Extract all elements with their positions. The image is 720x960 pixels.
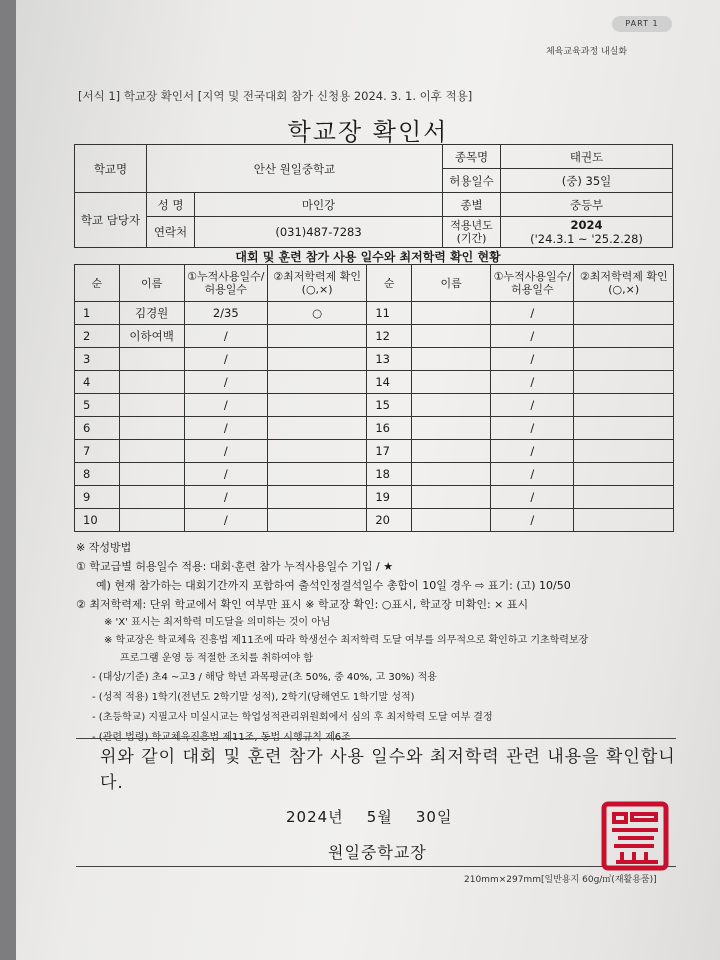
col-days-2: ①누적사용일수/ 허용일수 [491,265,574,302]
days-used: / [184,440,267,463]
date-month: 5월 [366,808,393,826]
school-info-table [74,144,673,248]
row-number: 14 [367,371,412,394]
days-used: / [491,325,574,348]
student-name [412,325,491,348]
table-row [75,302,674,325]
row-number: 20 [367,509,412,532]
detail-1: - (대상/기준) 초4 ~고3 / 해당 학년 과목평균(초 50%, 중 40%, 고 30%) 적용 [92,672,437,683]
row-number: 6 [75,417,120,440]
student-name: 김경원 [119,302,184,325]
days-used: 2/35 [184,302,267,325]
academic-check [574,463,674,486]
row-number: 18 [367,463,412,486]
academic-check [574,417,674,440]
days-used: / [491,440,574,463]
col-name: 이름 [119,265,184,302]
page-title: 학교장 확인서 [287,118,449,146]
academic-check [267,486,366,509]
academic-check [267,509,366,532]
academic-check [267,417,366,440]
date-day: 30일 [415,808,453,826]
row-number: 2 [75,325,120,348]
year-value: 2024 [570,218,603,232]
student-name [119,440,184,463]
days-used: / [184,417,267,440]
days-used: / [491,486,574,509]
table-row [75,348,674,371]
table-row [75,325,674,348]
days-used: / [184,394,267,417]
academic-check [574,348,674,371]
academic-check [574,325,674,348]
row-number: 5 [75,394,120,417]
days-used: / [491,371,574,394]
student-name [119,486,184,509]
academic-check [267,440,366,463]
academic-check [574,486,674,509]
table-row [75,417,674,440]
manager-label: 학교 담당자 [75,193,147,248]
days-used: / [491,417,574,440]
header-section-title: 체육교육과정 내실화 [546,47,628,57]
confirmation-statement: 위와 같이 대회 및 훈련 참가 사용 일수와 최저학력 관련 내용을 확인합니다. [100,747,676,793]
event-label: 종목명 [443,145,501,169]
note-1-example: 예) 현재 참가하는 대회기간까지 포함하여 출석인정결석일수 총합이 10일 경우 ⇨ 표기: (고) 10/50 [96,579,571,592]
note-2c: 프로그램 운영 등 적절한 조치를 취하여야 함 [120,653,313,664]
col-check-2: ②최저학력제 확인(○,×) [574,265,674,302]
col-num: 순 [75,265,120,302]
row-number: 7 [75,440,120,463]
academic-check [574,371,674,394]
student-name [412,509,491,532]
row-number: 4 [75,371,120,394]
row-number: 3 [75,348,120,371]
student-name: 이하여백 [119,325,184,348]
table-row [75,509,674,532]
student-name [119,348,184,371]
notes-heading: ※ 작성방법 [76,541,132,554]
participation-table [74,264,674,532]
days-used: / [491,394,574,417]
table-row [75,440,674,463]
type-value: 중등부 [501,193,673,217]
days-used: / [491,509,574,532]
student-name [412,371,491,394]
school-name: 안산 원일중학교 [147,145,443,193]
student-name [119,371,184,394]
name-label: 성 명 [147,193,195,217]
name-value: 마인강 [195,193,443,217]
date-line [286,806,452,827]
days-used: / [184,325,267,348]
days-used: / [184,509,267,532]
note-2: ② 최저학력제: 단위 학교에서 확인 여부만 표시 ※ 학교장 확인: ○표시, 학교장 미확인: × 표시 [76,598,529,611]
row-number: 11 [367,302,412,325]
detail-3: - (초등학교) 지필고사 미실시교는 학업성적관리위원회에서 심의 후 최저학력 도달 여부 결정 [92,712,493,723]
document-page [16,0,720,960]
official-seal-icon [598,800,672,872]
student-name [412,417,491,440]
col-days: ①누적사용일수/ 허용일수 [184,265,267,302]
detail-2: - (성적 적용) 1학기(전년도 2학기말 성적), 2학기(당해연도 1학기말 성적) [92,692,415,703]
table-row [75,371,674,394]
academic-check [574,440,674,463]
note-2a: ※ 'X' 표시는 최저학력 미도달을 의미하는 것이 아님 [104,617,331,628]
days-used: / [491,463,574,486]
days-used: / [184,463,267,486]
row-number: 12 [367,325,412,348]
academic-check [574,302,674,325]
divider-top [76,738,676,739]
principal-signature: 원일중학교장 [328,843,427,862]
academic-check [574,509,674,532]
table-row [75,463,674,486]
row-number: 13 [367,348,412,371]
row-number: 19 [367,486,412,509]
student-name [412,302,491,325]
days-used: / [184,348,267,371]
table-row [75,486,674,509]
student-name [412,486,491,509]
year-cell [501,217,673,248]
col-num-2: 순 [367,265,412,302]
row-number: 10 [75,509,120,532]
student-name [412,348,491,371]
days-used: / [184,486,267,509]
paper-spec: 210mm×297mm[일반용지 60g/㎡(재활용품)] [464,875,657,885]
student-name [412,440,491,463]
academic-check [574,394,674,417]
row-number: 17 [367,440,412,463]
note-2b: ※ 학교장은 학교체육 진흥법 제11조에 따라 학생선수 최저학력 도달 여부를 의무적으로 확인하고 기초학력보장 [104,635,589,646]
section-title: 대회 및 훈련 참가 사용 일수와 최저학력 확인 현황 [235,250,501,264]
days-used: / [184,371,267,394]
school-label: 학교명 [75,145,147,193]
row-number: 9 [75,486,120,509]
table-row [75,394,674,417]
academic-check [267,394,366,417]
row-number: 15 [367,394,412,417]
row-number: 16 [367,417,412,440]
academic-check [267,463,366,486]
student-name [412,394,491,417]
event-value: 태권도 [501,145,673,169]
form-number: [서식 1] 학교장 확인서 [지역 및 전국대회 참가 신청용 2024. 3. 1. 이후 적용] [78,89,473,103]
student-name [119,417,184,440]
col-name-2: 이름 [412,265,491,302]
row-number: 1 [75,302,120,325]
allowed-days-value: (중) 35일 [501,169,673,193]
col-check: ②최저학력제 확인(○,×) [267,265,366,302]
student-name [412,463,491,486]
days-used: / [491,302,574,325]
part-tag: PART 1 [612,16,672,32]
year-label: 적용년도 (기간) [443,217,501,248]
days-used: / [491,348,574,371]
contact-value: (031)487-7283 [195,217,443,248]
divider-bottom [76,866,676,867]
period-value: ('24.3.1 ~ '25.2.28) [530,232,643,246]
academic-check [267,325,366,348]
instructions [76,538,706,748]
contact-label: 연락처 [147,217,195,248]
academic-check [267,371,366,394]
type-label: 종별 [443,193,501,217]
note-1: ① 학교급별 허용일수 적용: 대회·훈련 참가 누적사용일수 기입 / ★ [76,560,394,573]
student-name [119,509,184,532]
student-name [119,394,184,417]
allowed-days-label: 허용일수 [443,169,501,193]
academic-check: ○ [267,302,366,325]
row-number: 8 [75,463,120,486]
academic-check [267,348,366,371]
date-year: 2024년 [286,808,344,826]
student-name [119,463,184,486]
